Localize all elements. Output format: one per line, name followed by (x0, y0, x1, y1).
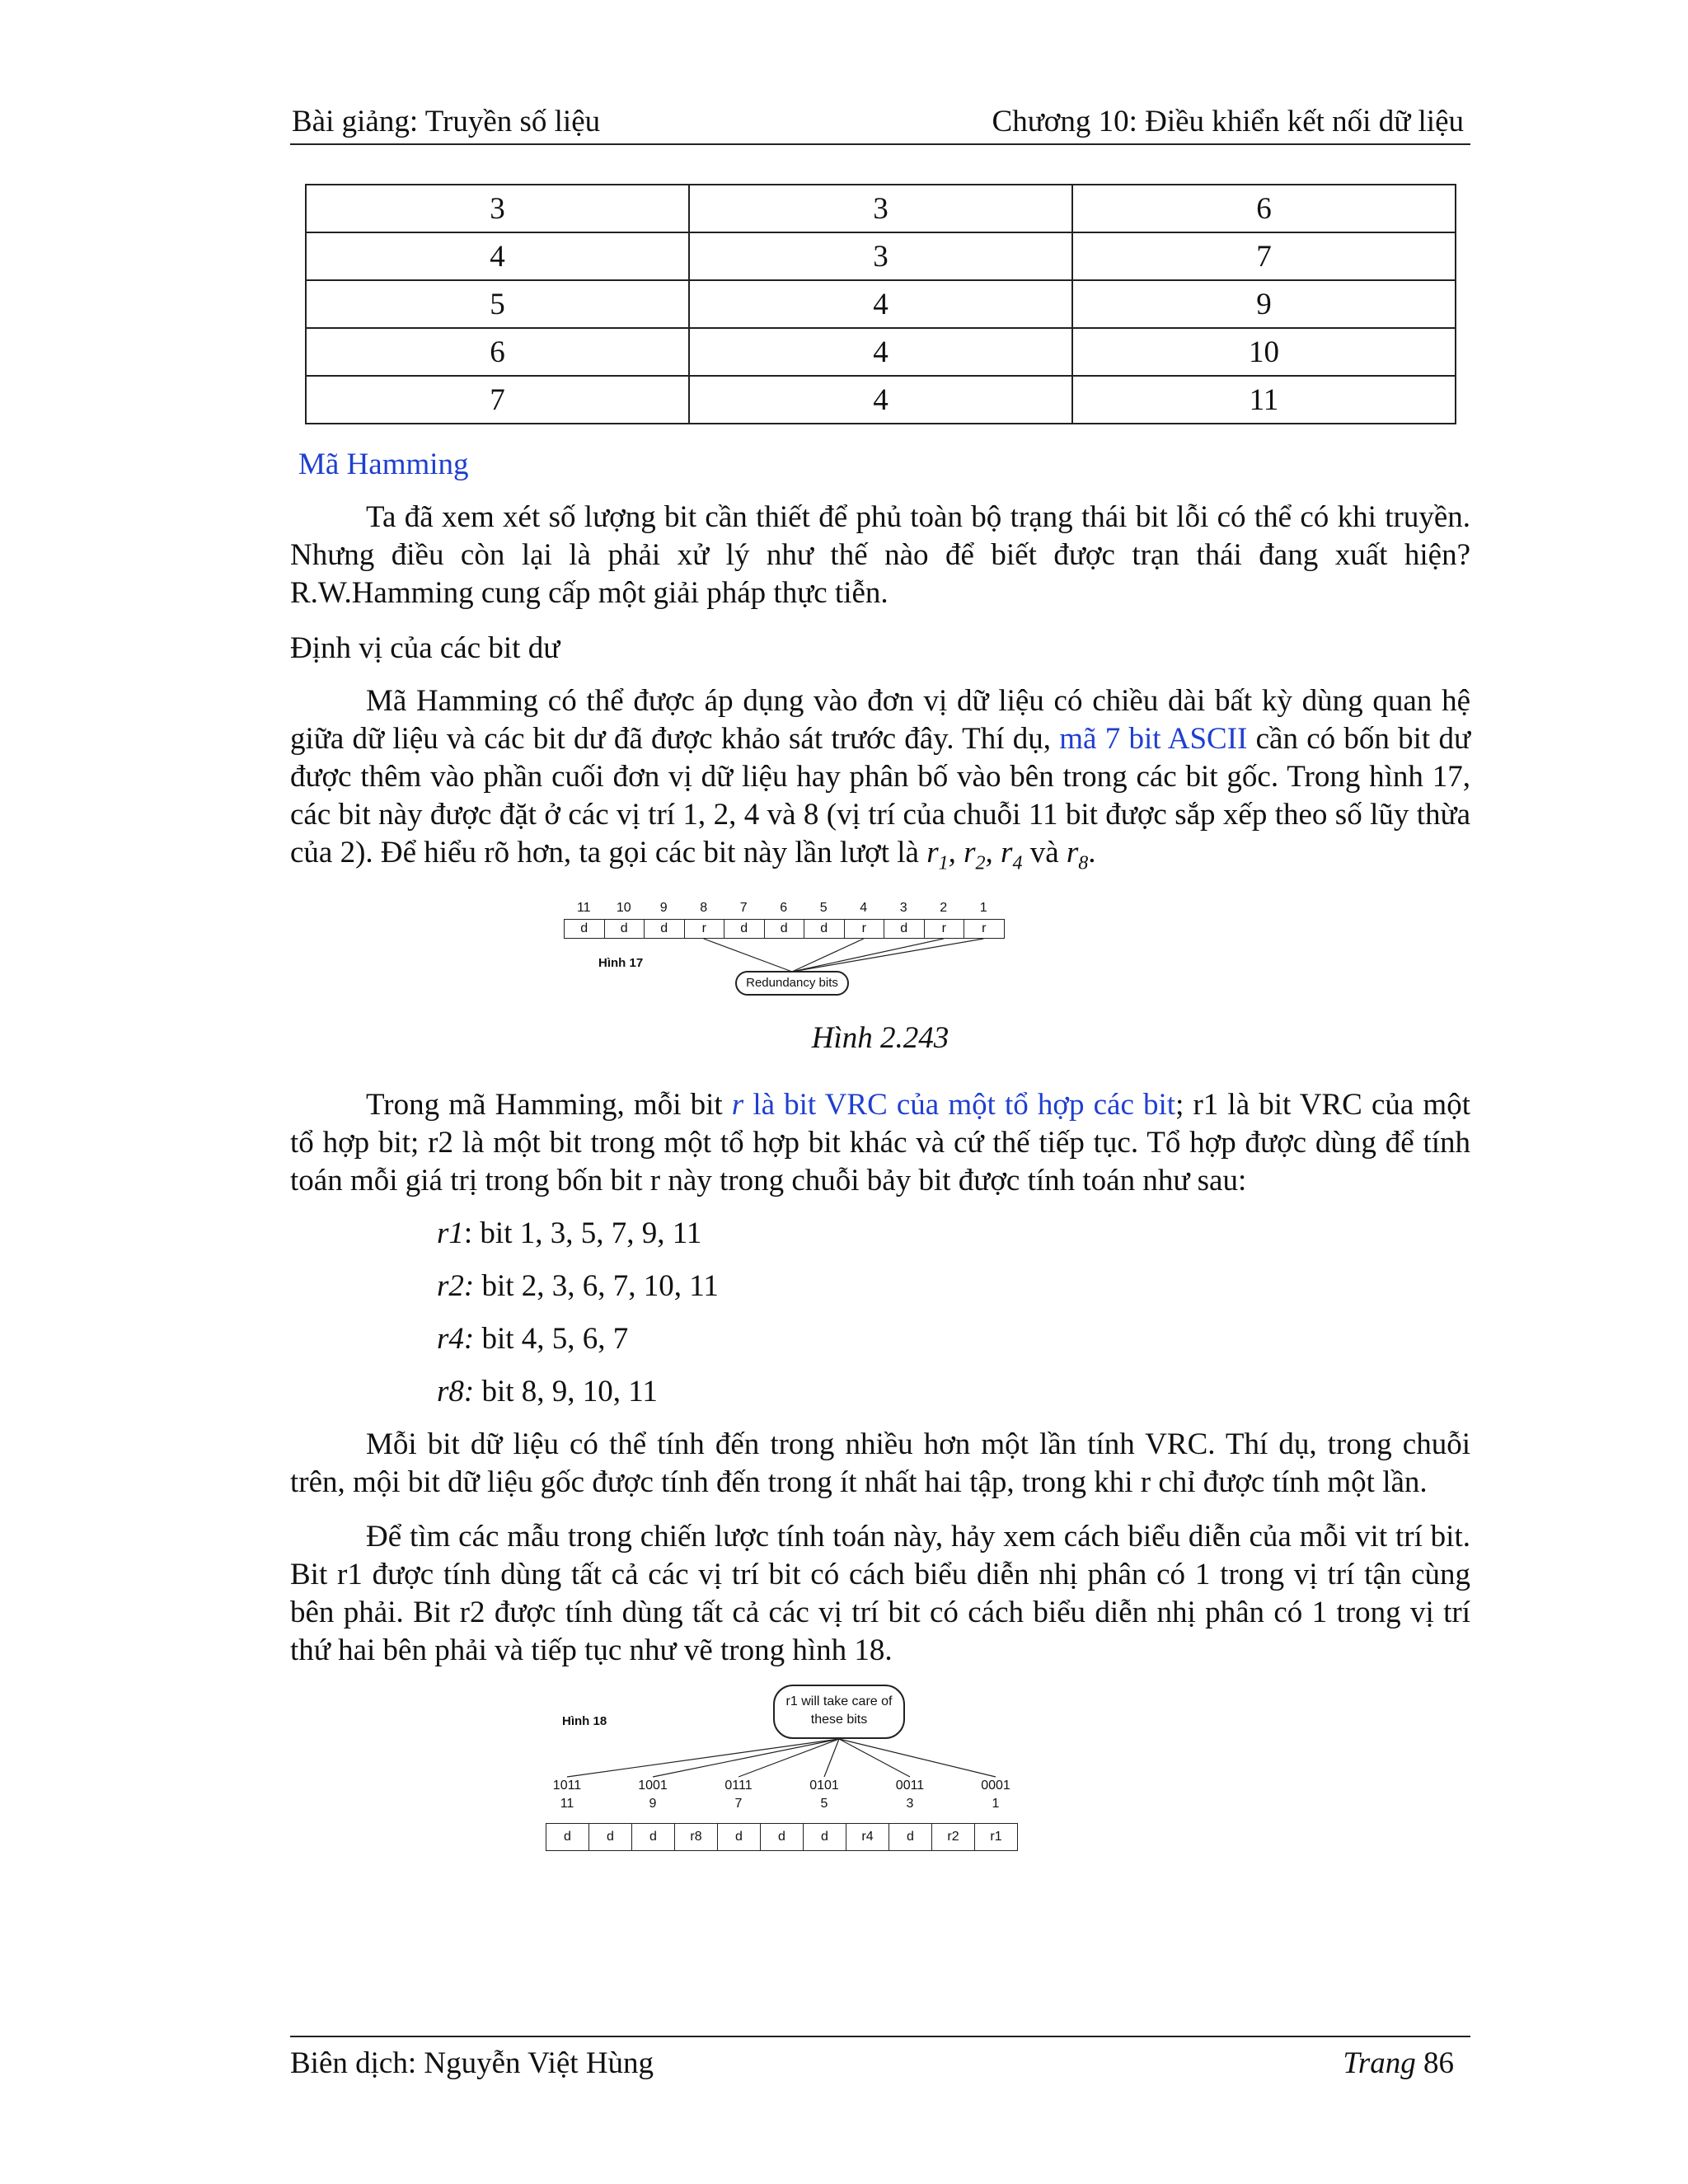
decimal-position-label: 5 (820, 1797, 828, 1811)
para2-text-a: Mã Hamming có thể được áp dụng vào đơn vị dữ liệu có chiều dài bất kỳ dùng quan hệ giữa dữ liệu và các bit dư đã được khảo sát trước đây. Thí dụ, (290, 684, 1470, 756)
connector-line (738, 1739, 839, 1777)
table-cell: 6 (1072, 185, 1456, 232)
bit-position-label: 5 (819, 901, 828, 915)
decimal-position-label: 11 (560, 1797, 574, 1811)
paragraph-vrc-count: Mỗi bit dữ liệu có thể tính đến trong nhiều hơn một lần tính VRC. Thí dụ, trong chuỗi trên, mội bit dữ liệu gốc được tính đến trong ít nhất hai tập, trong khi r chỉ được tính một lần. (290, 1427, 1470, 1499)
binary-position-label: 1001 (638, 1779, 668, 1793)
data-bit-cell: d (803, 1823, 846, 1851)
data-bit-cell: d (604, 919, 645, 939)
list-r4-text: bit 4, 5, 6, 7 (474, 1322, 629, 1356)
list-r8-text: bit 8, 9, 10, 11 (474, 1375, 658, 1408)
redundancy-bit-cell: r (844, 919, 885, 939)
table-cell: 7 (306, 376, 689, 424)
vrc-link[interactable]: là bit VRC của một tổ hợp các bit (743, 1088, 1176, 1122)
data-bit-cell: d (884, 919, 925, 939)
binary-position-label: 0111 (724, 1779, 753, 1793)
table-row (306, 185, 1456, 232)
table-cell: 10 (1072, 328, 1456, 376)
bit-position-label: 2 (940, 901, 948, 915)
list-item-r2 (437, 1268, 719, 1304)
table-row (306, 376, 1456, 424)
connector-line (839, 1739, 910, 1777)
data-bit-cell: d (546, 1823, 589, 1851)
footer-page (1343, 2046, 1454, 2081)
list-r2-name: r2: (437, 1269, 475, 1303)
page-header (290, 101, 1470, 145)
table-cell: 4 (689, 376, 1072, 424)
page-label: Trang (1343, 2046, 1416, 2080)
figure-18 (544, 1681, 1022, 1863)
connector-line (792, 939, 983, 972)
data-bit-cell: d (564, 919, 605, 939)
connector-line (704, 939, 792, 972)
list-r1-text: : bit 1, 3, 5, 7, 9, 11 (463, 1216, 702, 1250)
redundancy-bit-cell: r (684, 919, 725, 939)
bit-position-label: 7 (739, 901, 748, 915)
section-title: Mã Hamming (298, 448, 469, 481)
binary-position-label: 0101 (809, 1779, 839, 1793)
page-number: 86 (1423, 2046, 1454, 2080)
list-item-r8 (437, 1374, 658, 1409)
table-row (306, 232, 1456, 280)
figure-17 (560, 901, 1022, 1000)
data-bit-cell: d (889, 1823, 932, 1851)
redundancy-bit-cell: r2 (931, 1823, 975, 1851)
connector-line (653, 1739, 839, 1777)
footer-rule (290, 2036, 1470, 2037)
bit-position-label: 11 (576, 901, 591, 915)
table-cell: 4 (689, 280, 1072, 328)
redundancy-bit-cell: r (964, 919, 1005, 939)
decimal-position-label: 3 (906, 1797, 914, 1811)
data-bit-cell: d (764, 919, 805, 939)
list-r8-name: r8: (437, 1375, 475, 1408)
redundancy-bits-bubble: Redundancy bits (735, 971, 849, 996)
table-cell: 4 (306, 232, 689, 280)
paragraph-patterns: Để tìm các mẫu trong chiến lược tính toán này, hảy xem cách biểu diễn của mỗi vit trí bit. Bit r1 được tính dùng tất cả các vị trí bit có cách biểu diễn nhị phân có 1 trong vị trí tận cùng bên phải. Bit r2 được tính dùng tất cả các vị trí bit có cách biểu diễn nhị phân có 1 trong vị trí thứ hai bên phải và tiếp tục như vẽ trong hình 18. (290, 1520, 1470, 1667)
r8-var: $r_8$ (1066, 836, 1089, 874)
connector-line (824, 1739, 839, 1777)
table-cell: 7 (1072, 232, 1456, 280)
bit-position-label: 8 (700, 901, 708, 915)
redundancy-bit-cell: r8 (674, 1823, 718, 1851)
table-cell: 6 (306, 328, 689, 376)
binary-position-label: 1011 (552, 1779, 582, 1793)
bit-position-label: 6 (780, 901, 788, 915)
data-bit-cell: d (588, 1823, 632, 1851)
bit-position-label: 3 (899, 901, 907, 915)
data-bit-cell: d (724, 919, 765, 939)
data-bit-cell: d (804, 919, 845, 939)
para3-r: r (731, 1088, 744, 1122)
para3-text-a: Trong mã Hamming, mỗi bit (366, 1088, 732, 1122)
bit-position-label: 4 (860, 901, 868, 915)
decimal-position-label: 1 (992, 1797, 1000, 1811)
paragraph-hamming-vrc (290, 1086, 1470, 1200)
footer-translator: Biên dịch: Nguyễn Việt Hùng (290, 2046, 654, 2080)
connector-line (792, 939, 944, 972)
connector-line (567, 1739, 839, 1777)
redundancy-bit-cell: r1 (974, 1823, 1018, 1851)
fig17-label: Hình 17 (598, 956, 644, 970)
connector-line (792, 939, 864, 972)
data-bit-cell: d (717, 1823, 761, 1851)
subheading: Định vị của các bit dư (290, 631, 560, 665)
bit-position-label: 1 (979, 901, 987, 915)
table-cell: 3 (689, 232, 1072, 280)
binary-position-label: 0001 (981, 1779, 1010, 1793)
table-row (306, 328, 1456, 376)
connector-line (839, 1739, 996, 1777)
list-r1-name: r1 (437, 1216, 464, 1250)
table-cell: 11 (1072, 376, 1456, 424)
r-vars: $r_1$, $r_2$, $r_4$ (926, 836, 1023, 874)
redundancy-bit-cell: r4 (846, 1823, 889, 1851)
table-cell: 3 (689, 185, 1072, 232)
table-cell: 4 (689, 328, 1072, 376)
table-row (306, 280, 1456, 328)
table-cell: 3 (306, 185, 689, 232)
table-cell: 5 (306, 280, 689, 328)
para2-text-b: cần có bốn bit dư được thêm vào phần cuối đơn vị dữ liệu hay phân bố vào bên trong các bit gốc. Trong hình 17, các bit này được đặt ở các vị trí 1, 2, 4 và 8 (vị trí của chuỗi 11 bit được sắp xếp theo số lũy thừa của 2). Để hiểu rõ hơn, ta gọi các bit này lần lượt là (290, 722, 1471, 869)
paragraph-intro: Ta đã xem xét số lượng bit cần thiết để phủ toàn bộ trạng thái bit lỗi có thể có khi truyền. Nhưng điều còn lại là phải xử lý như thế nào để biết được trạn thái đang xuất hiện? R.W.Hamming cung cấp một giải pháp thực tiễn. (290, 500, 1470, 610)
list-r4-name: r4: (437, 1322, 475, 1356)
table-cell: 9 (1072, 280, 1456, 328)
list-r2-text: bit 2, 3, 6, 7, 10, 11 (474, 1269, 719, 1303)
header-course-title: Bài giảng: Truyền số liệu (292, 105, 601, 138)
decimal-position-label: 9 (649, 1797, 657, 1811)
data-bit-cell: d (644, 919, 685, 939)
binary-position-label: 0011 (895, 1779, 925, 1793)
header-chapter-title: Chương 10: Điều khiển kết nối dữ liệu (992, 105, 1464, 138)
bit-position-label: 10 (616, 901, 631, 915)
decimal-position-label: 7 (734, 1797, 743, 1811)
bit-position-label: 9 (659, 901, 668, 915)
paragraph-redundancy-position: Mã Hamming có thể được áp dụng vào đơn vị dữ liệu có chiều dài bất kỳ dùng quan hệ giữa dữ liệu và các bit dư đã được khảo sát trước đây. Thí dụ, mã 7 bit ASCII cần có bốn bit dư được thêm vào phần cuối đơn vị dữ liệu hay phân bố vào bên trong các bit gốc. Trong hình 17, các bit này được đặt ở các vị trí 1, 2, 4 và 8 (vị trí của chuỗi 11 bit được sắp xếp theo số lũy thừa của 2). Để hiểu rõ hơn, ta gọi các bit này lần lượt là $r_1$, $r_2$, $r_4$ và $r_8$. (290, 684, 1471, 874)
figure-caption: Hình 2.243 (811, 1021, 950, 1055)
r1-bubble: r1 will take care of these bits (773, 1685, 905, 1739)
para3-text-b: ; r1 là bit VRC của một tổ hợp bit; r2 là một bit trong một tổ hợp bit khác và cứ thế tiếp tục. Tổ hợp được dùng để tính toán mỗi giá trị trong bốn bit r này trong chuỗi bảy bit được tính toán như sau: (290, 1088, 1470, 1197)
data-bit-cell: d (760, 1823, 804, 1851)
data-bit-cell: d (631, 1823, 675, 1851)
bits-table (305, 184, 1456, 424)
fig18-label: Hình 18 (562, 1714, 607, 1728)
list-item-r1 (437, 1216, 701, 1251)
ascii-link[interactable]: mã 7 bit ASCII (1059, 722, 1248, 756)
redundancy-bit-cell: r (924, 919, 965, 939)
list-item-r4 (437, 1321, 628, 1357)
